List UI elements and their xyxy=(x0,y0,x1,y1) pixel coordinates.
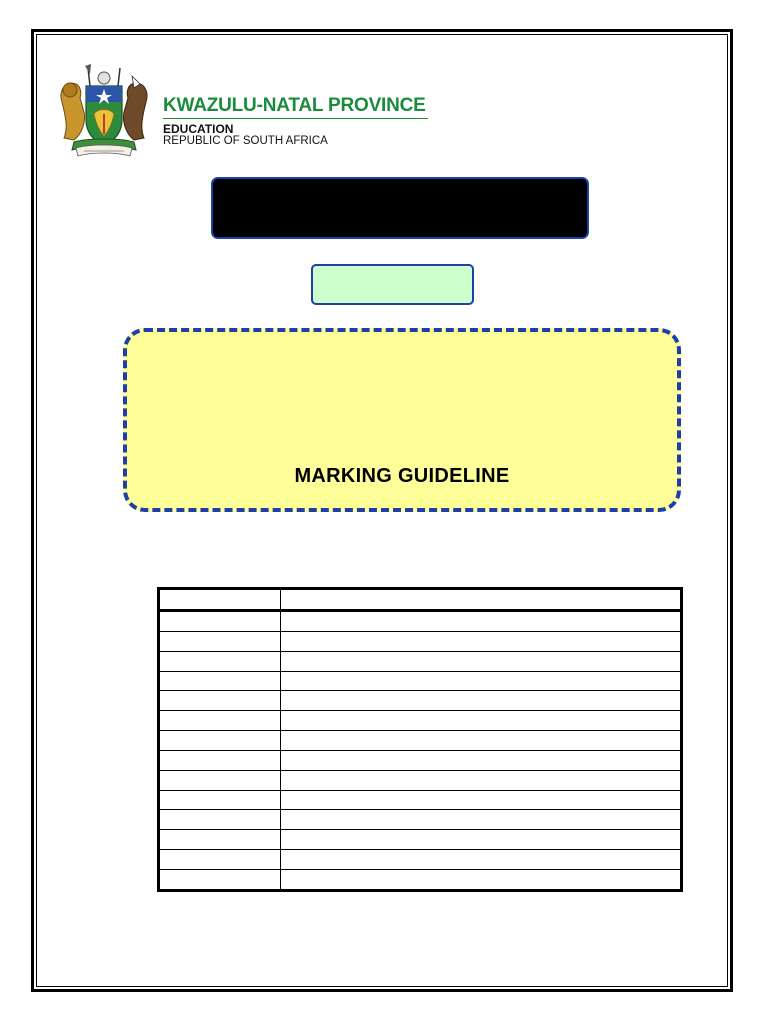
table-cell-label xyxy=(159,589,281,611)
table-row xyxy=(159,731,682,751)
table-cell-label xyxy=(159,671,281,691)
table-row xyxy=(159,691,682,711)
table-cell-label xyxy=(159,691,281,711)
table-row xyxy=(159,770,682,790)
table-cell-label xyxy=(159,850,281,870)
table-row xyxy=(159,869,682,890)
table-row xyxy=(159,631,682,651)
table-cell-label xyxy=(159,731,281,751)
department-name: EDUCATION xyxy=(163,122,234,136)
table-row xyxy=(159,610,682,631)
table-cell-value xyxy=(281,850,682,870)
table-cell-value xyxy=(281,610,682,631)
table-cell-value xyxy=(281,810,682,830)
table-cell-label xyxy=(159,790,281,810)
table-cell-label xyxy=(159,631,281,651)
grade-box xyxy=(311,264,474,305)
table-row xyxy=(159,810,682,830)
table-cell-value xyxy=(281,869,682,890)
table-cell-value xyxy=(281,830,682,850)
table-cell-value xyxy=(281,589,682,611)
coat-of-arms-icon xyxy=(54,62,154,160)
table-cell-value xyxy=(281,731,682,751)
table-cell-label xyxy=(159,869,281,890)
marks-table-body xyxy=(159,589,682,891)
province-divider xyxy=(163,118,428,119)
table-cell-label xyxy=(159,711,281,731)
table-cell-value xyxy=(281,631,682,651)
document-subtitle: MARKING GUIDELINE xyxy=(294,465,510,487)
table-row xyxy=(159,750,682,770)
table-cell-value xyxy=(281,790,682,810)
table-cell-value xyxy=(281,750,682,770)
table-row xyxy=(159,711,682,731)
table-row xyxy=(159,589,682,611)
table-cell-label xyxy=(159,810,281,830)
province-name: KWAZULU-NATAL PROVINCE xyxy=(163,95,426,116)
table-cell-label xyxy=(159,610,281,631)
table-cell-label xyxy=(159,770,281,790)
country-name: REPUBLIC OF SOUTH AFRICA xyxy=(163,135,328,147)
table-row xyxy=(159,830,682,850)
table-cell-label xyxy=(159,830,281,850)
table-cell-value xyxy=(281,770,682,790)
table-cell-value xyxy=(281,711,682,731)
table-row xyxy=(159,850,682,870)
table-row xyxy=(159,671,682,691)
table-cell-value xyxy=(281,671,682,691)
table-cell-value xyxy=(281,651,682,671)
table-cell-label xyxy=(159,750,281,770)
table-row xyxy=(159,790,682,810)
marks-table xyxy=(157,587,683,892)
table-cell-value xyxy=(281,691,682,711)
document-heading-box xyxy=(211,177,589,239)
table-cell-label xyxy=(159,651,281,671)
table-row xyxy=(159,651,682,671)
